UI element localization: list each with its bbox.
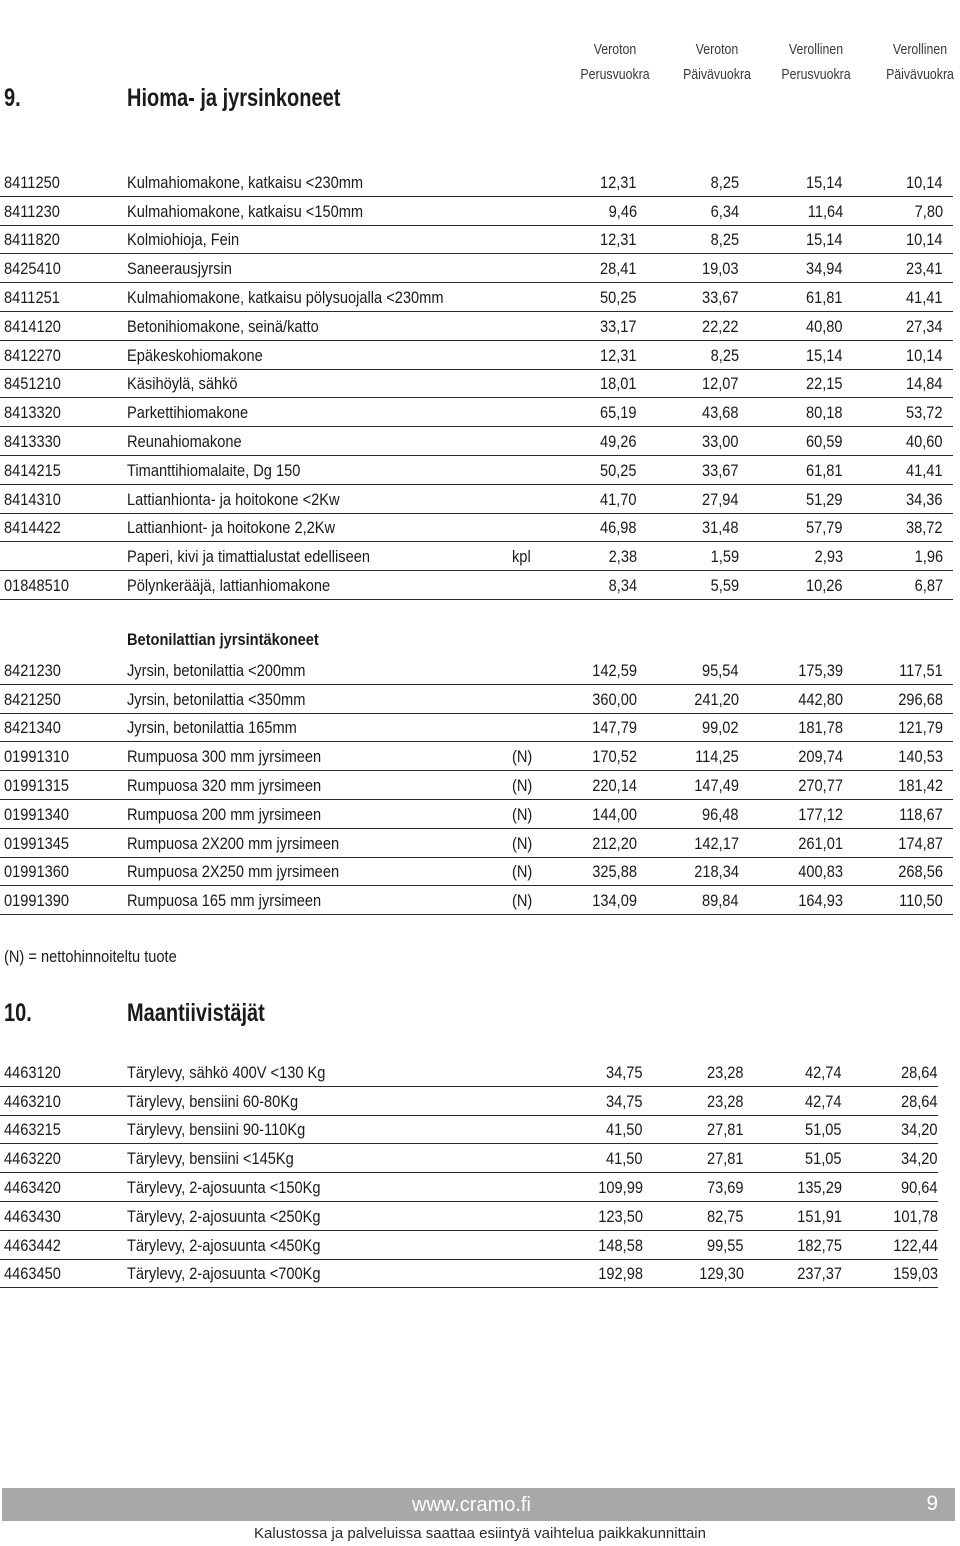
price-veroton-paivavuokra: 27,81 [707, 1120, 744, 1140]
column-header-line1: Veroton [593, 42, 637, 58]
price-verollinen-perusvuokra: 135,29 [797, 1177, 842, 1197]
price-verollinen-paivavuokra: 268,56 [898, 862, 943, 882]
table-row [0, 283, 953, 312]
product-code: 8414310 [4, 489, 61, 509]
subheading: Betonilattian jyrsintäkoneet [127, 630, 319, 649]
price-verollinen-perusvuokra: 11,64 [807, 201, 843, 221]
table-row [0, 742, 953, 771]
product-code: 8421340 [4, 718, 61, 738]
product-name: Rumpuosa 165 mm jyrsimeen [127, 891, 322, 911]
price-verollinen-perusvuokra: 51,29 [806, 489, 843, 509]
table-row [0, 226, 953, 255]
section-title: Hioma- ja jyrsinkoneet [127, 84, 341, 112]
product-code: 8414215 [4, 460, 61, 480]
column-header-line2: Päivävuokra [683, 67, 751, 83]
price-veroton-perusvuokra: 212,20 [592, 833, 637, 853]
product-name: Betonihiomakone, seinä/katto [127, 316, 319, 336]
column-header [564, 38, 666, 88]
price-veroton-paivavuokra: 27,81 [707, 1149, 744, 1169]
product-code: 8413330 [4, 431, 61, 451]
product-name: Tärylevy, 2-ajosuunta <250Kg [127, 1206, 321, 1226]
table-row [0, 1202, 938, 1231]
price-veroton-paivavuokra: 96,48 [702, 804, 739, 824]
price-veroton-paivavuokra: 23,28 [707, 1091, 744, 1111]
price-veroton-perusvuokra: 46,98 [600, 518, 637, 538]
price-verollinen-paivavuokra: 53,72 [906, 403, 943, 423]
price-verollinen-perusvuokra: 15,14 [806, 172, 843, 192]
table-row [0, 714, 953, 743]
product-name: Jyrsin, betonilattia <200mm [127, 660, 306, 680]
price-veroton-paivavuokra: 33,67 [702, 287, 739, 307]
product-name: Tärylevy, bensiini <145Kg [127, 1149, 294, 1169]
column-header-line1: Verollinen [788, 42, 844, 58]
product-name: Tärylevy, 2-ajosuunta <150Kg [127, 1177, 321, 1197]
price-veroton-paivavuokra: 8,25 [710, 172, 739, 192]
column-header-line2: Perusvuokra [781, 67, 851, 83]
table-row [0, 571, 953, 600]
price-veroton-perusvuokra: 220,14 [592, 775, 637, 795]
product-name: Reunahiomakone [127, 431, 242, 451]
table-row [0, 886, 953, 915]
price-verollinen-perusvuokra: 60,59 [806, 431, 843, 451]
table-row [0, 1144, 938, 1173]
price-veroton-paivavuokra: 19,03 [702, 259, 739, 279]
table-row [0, 514, 953, 543]
product-name: Kulmahiomakone, katkaisu <150mm [127, 201, 364, 221]
price-veroton-paivavuokra: 6,34 [710, 201, 739, 221]
price-veroton-perusvuokra: 34,75 [606, 1062, 643, 1082]
price-verollinen-paivavuokra: 140,53 [898, 747, 943, 767]
price-table-compactors [0, 1058, 938, 1288]
product-name: Kolmiohioja, Fein [127, 230, 240, 250]
price-verollinen-perusvuokra: 2,93 [814, 547, 843, 567]
price-veroton-perusvuokra: 12,31 [600, 230, 637, 250]
price-verollinen-paivavuokra: 121,79 [898, 718, 943, 738]
price-veroton-perusvuokra: 325,88 [592, 862, 637, 882]
product-code: 8411251 [4, 287, 60, 307]
footer-disclaimer: Kalustossa ja palveluissa saattaa esiintyä vaihtelua paikkakunnittain [254, 1525, 706, 1542]
product-code: 01991315 [4, 775, 70, 795]
net-price-note: (N) = nettohinnoiteltu tuote [4, 947, 177, 966]
price-verollinen-perusvuokra: 40,80 [806, 316, 843, 336]
column-header-line1: Veroton [695, 42, 739, 58]
section-number: 10. [4, 999, 32, 1027]
price-veroton-paivavuokra: 89,84 [702, 891, 739, 911]
table-row [0, 1231, 938, 1260]
price-veroton-perusvuokra: 28,41 [600, 259, 637, 279]
price-verollinen-paivavuokra: 10,14 [906, 345, 943, 365]
product-name: Rumpuosa 2X250 mm jyrsimeen [127, 862, 340, 882]
product-code: 8411230 [4, 201, 60, 221]
price-verollinen-paivavuokra: 122,44 [893, 1235, 938, 1255]
product-code: 4463430 [4, 1206, 61, 1226]
price-verollinen-perusvuokra: 164,93 [798, 891, 843, 911]
price-verollinen-perusvuokra: 80,18 [806, 403, 843, 423]
price-verollinen-perusvuokra: 177,12 [798, 804, 843, 824]
price-verollinen-perusvuokra: 400,83 [798, 862, 843, 882]
price-verollinen-perusvuokra: 22,15 [806, 374, 843, 394]
product-name: Epäkeskohiomakone [127, 345, 263, 365]
table-row [0, 312, 953, 341]
price-veroton-perusvuokra: 50,25 [600, 460, 637, 480]
price-table-floor-milling [0, 656, 953, 915]
product-name: Tärylevy, bensiini 60-80Kg [127, 1091, 299, 1111]
table-row [0, 427, 953, 456]
price-veroton-paivavuokra: 8,25 [710, 345, 739, 365]
unit-marker: (N) [512, 833, 533, 853]
table-row [0, 1173, 938, 1202]
price-veroton-perusvuokra: 9,46 [608, 201, 637, 221]
unit-marker: (N) [512, 862, 533, 882]
price-veroton-perusvuokra: 148,58 [598, 1235, 643, 1255]
product-code: 4463210 [4, 1091, 61, 1111]
price-verollinen-paivavuokra: 34,20 [901, 1120, 938, 1140]
product-name: Rumpuosa 320 mm jyrsimeen [127, 775, 322, 795]
price-veroton-perusvuokra: 147,79 [592, 718, 637, 738]
column-header-line2: Perusvuokra [580, 67, 650, 83]
table-row [0, 656, 953, 685]
table-row [0, 1260, 938, 1289]
unit-marker: (N) [512, 747, 533, 767]
price-verollinen-perusvuokra: 15,14 [806, 345, 843, 365]
product-code: 8421250 [4, 689, 61, 709]
price-verollinen-paivavuokra: 7,80 [914, 201, 943, 221]
price-veroton-perusvuokra: 65,19 [600, 403, 637, 423]
price-veroton-perusvuokra: 34,75 [606, 1091, 643, 1111]
product-code: 4463220 [4, 1149, 61, 1169]
price-verollinen-paivavuokra: 181,42 [898, 775, 943, 795]
table-row [0, 800, 953, 829]
price-veroton-perusvuokra: 360,00 [592, 689, 637, 709]
product-code: 4463420 [4, 1177, 61, 1197]
price-verollinen-paivavuokra: 101,78 [893, 1206, 938, 1226]
price-verollinen-perusvuokra: 175,39 [798, 660, 843, 680]
price-veroton-paivavuokra: 142,17 [694, 833, 739, 853]
table-row [0, 542, 953, 571]
product-code: 4463450 [4, 1264, 61, 1284]
price-verollinen-paivavuokra: 1,96 [914, 547, 943, 567]
table-row [0, 168, 953, 197]
price-verollinen-perusvuokra: 442,80 [798, 689, 843, 709]
product-name: Tärylevy, 2-ajosuunta <700Kg [127, 1264, 321, 1284]
price-veroton-paivavuokra: 1,59 [710, 547, 739, 567]
product-code: 8451210 [4, 374, 61, 394]
table-row [0, 1058, 938, 1087]
product-name: Jyrsin, betonilattia 165mm [127, 718, 297, 738]
price-veroton-paivavuokra: 99,02 [702, 718, 739, 738]
product-code: 01991360 [4, 862, 70, 882]
price-verollinen-perusvuokra: 51,05 [805, 1149, 842, 1169]
price-veroton-paivavuokra: 12,07 [702, 374, 739, 394]
price-veroton-paivavuokra: 241,20 [694, 689, 739, 709]
price-verollinen-perusvuokra: 181,78 [798, 718, 843, 738]
product-name: Timanttihiomalaite, Dg 150 [127, 460, 301, 480]
product-name: Rumpuosa 300 mm jyrsimeen [127, 747, 322, 767]
price-verollinen-paivavuokra: 6,87 [914, 575, 943, 595]
price-verollinen-perusvuokra: 182,75 [797, 1235, 842, 1255]
price-verollinen-paivavuokra: 10,14 [906, 230, 943, 250]
price-verollinen-paivavuokra: 28,64 [901, 1062, 938, 1082]
price-verollinen-paivavuokra: 34,20 [901, 1149, 938, 1169]
price-verollinen-paivavuokra: 118,67 [899, 804, 943, 824]
price-verollinen-paivavuokra: 27,34 [906, 316, 943, 336]
price-veroton-perusvuokra: 123,50 [598, 1206, 643, 1226]
column-header [869, 38, 960, 88]
product-code: 8413320 [4, 403, 61, 423]
price-veroton-perusvuokra: 50,25 [600, 287, 637, 307]
price-verollinen-paivavuokra: 296,68 [898, 689, 943, 709]
price-veroton-paivavuokra: 5,59 [710, 575, 739, 595]
table-row [0, 370, 953, 399]
price-veroton-paivavuokra: 23,28 [707, 1062, 744, 1082]
product-name: Jyrsin, betonilattia <350mm [127, 689, 306, 709]
unit-marker: (N) [512, 804, 533, 824]
unit-marker: (N) [512, 891, 533, 911]
price-verollinen-paivavuokra: 41,41 [906, 287, 943, 307]
price-verollinen-paivavuokra: 117,51 [899, 660, 943, 680]
price-veroton-perusvuokra: 41,70 [600, 489, 637, 509]
table-row [0, 341, 953, 370]
product-name: Tärylevy, sähkö 400V <130 Kg [127, 1062, 326, 1082]
price-veroton-perusvuokra: 18,01 [600, 374, 637, 394]
price-veroton-paivavuokra: 73,69 [707, 1177, 744, 1197]
price-veroton-paivavuokra: 114,25 [695, 747, 739, 767]
section-number: 9. [4, 84, 21, 112]
price-verollinen-perusvuokra: 15,14 [806, 230, 843, 250]
price-verollinen-paivavuokra: 34,36 [906, 489, 943, 509]
price-verollinen-perusvuokra: 261,01 [798, 833, 843, 853]
price-veroton-paivavuokra: 99,55 [707, 1235, 744, 1255]
product-name: Kulmahiomakone, katkaisu <230mm [127, 172, 364, 192]
price-verollinen-paivavuokra: 38,72 [906, 518, 943, 538]
table-row [0, 1087, 938, 1116]
product-code: 8412270 [4, 345, 61, 365]
table-row [0, 485, 953, 514]
price-veroton-paivavuokra: 31,48 [702, 518, 739, 538]
price-verollinen-perusvuokra: 209,74 [798, 747, 843, 767]
table-row [0, 829, 953, 858]
price-veroton-paivavuokra: 82,75 [707, 1206, 744, 1226]
price-veroton-paivavuokra: 218,34 [694, 862, 739, 882]
price-verollinen-perusvuokra: 42,74 [805, 1062, 842, 1082]
product-code: 8411820 [4, 230, 60, 250]
product-name: Lattianhiont- ja hoitokone 2,2Kw [127, 518, 336, 538]
price-veroton-paivavuokra: 33,00 [702, 431, 739, 451]
product-code: 8414120 [4, 316, 61, 336]
price-verollinen-paivavuokra: 10,14 [906, 172, 943, 192]
price-veroton-perusvuokra: 41,50 [606, 1149, 643, 1169]
column-header-line1: Verollinen [892, 42, 948, 58]
price-veroton-perusvuokra: 41,50 [606, 1120, 643, 1140]
table-row [0, 858, 953, 887]
price-verollinen-perusvuokra: 42,74 [805, 1091, 842, 1111]
price-verollinen-paivavuokra: 23,41 [906, 259, 943, 279]
product-name: Tärylevy, bensiini 90-110Kg [127, 1120, 306, 1140]
table-row [0, 456, 953, 485]
price-verollinen-paivavuokra: 159,03 [893, 1264, 938, 1284]
price-verollinen-perusvuokra: 51,05 [805, 1120, 842, 1140]
product-name: Paperi, kivi ja timattialustat edelliseen [127, 547, 370, 567]
price-verollinen-paivavuokra: 14,84 [906, 374, 943, 394]
product-code: 01991390 [4, 891, 70, 911]
table-row [0, 398, 953, 427]
product-name: Kulmahiomakone, katkaisu pölysuojalla <230mm [127, 287, 444, 307]
price-veroton-perusvuokra: 134,09 [592, 891, 637, 911]
column-header [666, 38, 768, 88]
unit-marker: (N) [512, 775, 533, 795]
price-verollinen-paivavuokra: 41,41 [906, 460, 943, 480]
table-row [0, 685, 953, 714]
price-verollinen-perusvuokra: 237,37 [797, 1264, 842, 1284]
price-verollinen-paivavuokra: 40,60 [906, 431, 943, 451]
price-veroton-perusvuokra: 12,31 [600, 172, 637, 192]
table-row [0, 771, 953, 800]
price-veroton-paivavuokra: 27,94 [702, 489, 739, 509]
price-veroton-paivavuokra: 43,68 [702, 403, 739, 423]
product-code: 01848510 [4, 575, 70, 595]
product-name: Tärylevy, 2-ajosuunta <450Kg [127, 1235, 321, 1255]
price-veroton-perusvuokra: 33,17 [600, 316, 637, 336]
price-verollinen-perusvuokra: 34,94 [806, 259, 843, 279]
price-veroton-perusvuokra: 8,34 [608, 575, 637, 595]
section-title: Maantiivistäjät [127, 999, 265, 1027]
product-name: Rumpuosa 200 mm jyrsimeen [127, 804, 322, 824]
column-header [765, 38, 867, 88]
price-veroton-perusvuokra: 170,52 [592, 747, 637, 767]
price-verollinen-perusvuokra: 10,26 [806, 575, 843, 595]
table-row [0, 254, 953, 283]
price-veroton-paivavuokra: 33,67 [702, 460, 739, 480]
price-veroton-paivavuokra: 8,25 [710, 230, 739, 250]
price-veroton-paivavuokra: 147,49 [694, 775, 739, 795]
product-code: 8421230 [4, 660, 61, 680]
price-verollinen-perusvuokra: 61,81 [806, 460, 843, 480]
price-veroton-perusvuokra: 144,00 [592, 804, 637, 824]
product-code: 4463442 [4, 1235, 61, 1255]
product-name: Pölynkerääjä, lattianhiomakone [127, 575, 331, 595]
price-table-grinders [0, 168, 953, 600]
price-veroton-perusvuokra: 192,98 [598, 1264, 643, 1284]
product-code: 8425410 [4, 259, 61, 279]
product-code: 4463215 [4, 1120, 61, 1140]
price-veroton-paivavuokra: 95,54 [702, 660, 739, 680]
table-row [0, 1116, 938, 1145]
product-name: Parkettihiomakone [127, 403, 249, 423]
price-verollinen-paivavuokra: 174,87 [898, 833, 943, 853]
price-veroton-paivavuokra: 22,22 [702, 316, 739, 336]
page-number: 9 [926, 1492, 938, 1515]
price-veroton-perusvuokra: 142,59 [592, 660, 637, 680]
product-code: 01991310 [4, 747, 70, 767]
unit-marker: kpl [512, 547, 531, 567]
price-verollinen-perusvuokra: 270,77 [798, 775, 843, 795]
price-verollinen-perusvuokra: 151,91 [797, 1206, 842, 1226]
product-name: Rumpuosa 2X200 mm jyrsimeen [127, 833, 340, 853]
price-veroton-perusvuokra: 49,26 [600, 431, 637, 451]
product-code: 8414422 [4, 518, 61, 538]
price-veroton-paivavuokra: 129,30 [699, 1264, 744, 1284]
product-code: 4463120 [4, 1062, 61, 1082]
price-veroton-perusvuokra: 109,99 [598, 1177, 643, 1197]
price-verollinen-paivavuokra: 110,50 [899, 891, 943, 911]
price-verollinen-perusvuokra: 57,79 [806, 518, 843, 538]
product-code: 01991345 [4, 833, 70, 853]
price-verollinen-paivavuokra: 90,64 [901, 1177, 938, 1197]
column-header-line2: Päivävuokra [886, 67, 954, 83]
price-verollinen-paivavuokra: 28,64 [901, 1091, 938, 1111]
price-veroton-perusvuokra: 12,31 [600, 345, 637, 365]
product-name: Saneerausjyrsin [127, 259, 232, 279]
product-name: Lattianhionta- ja hoitokone <2Kw [127, 489, 340, 509]
price-veroton-perusvuokra: 2,38 [608, 547, 637, 567]
product-code: 8411250 [4, 172, 60, 192]
footer-website-link[interactable]: www.cramo.fi [412, 1494, 531, 1516]
product-name: Käsihöylä, sähkö [127, 374, 238, 394]
product-code: 01991340 [4, 804, 70, 824]
price-verollinen-perusvuokra: 61,81 [806, 287, 843, 307]
table-row [0, 197, 953, 226]
